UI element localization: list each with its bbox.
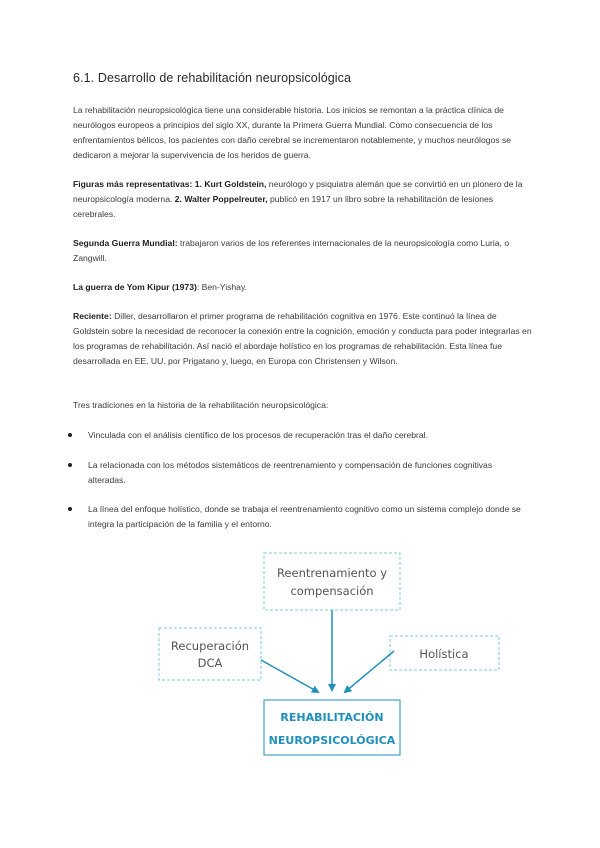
bullet-icon — [68, 463, 72, 467]
bullet-text: Vinculada con el análisis científico de los procesos de recuperación tras el daño cerebral. — [88, 430, 428, 440]
figuras-text1: neurólogo y psiquiatra alemán que se convirtió en un pionero de la neuropsicología moderna. — [73, 179, 523, 204]
tradiciones-intro: Tres tradiciones en la historia de la rehabilitación neuropsicológica: — [73, 400, 329, 410]
arrow-left — [261, 660, 318, 692]
bullet-icon — [68, 433, 72, 437]
left-box-line2: DCA — [197, 656, 223, 670]
bullet-icon — [68, 507, 72, 511]
top-box — [264, 553, 400, 610]
center-box-line1: REHABILITACIÓN — [280, 711, 384, 724]
reciente-label: Reciente: — [73, 311, 112, 321]
top-box-line1: Reentrenamiento y — [276, 566, 388, 580]
top-box-line2: compensación — [290, 584, 374, 598]
intro-paragraph: La rehabilitación neuropsicológica tiene una considerable historia. Los inicios se remontan a la práctica clínica de neurólogos europeos a principios del siglo XX, durante la Primera Guerra Mundial. Como consecuencia de los enfrentamientos bélicos, los pacientes con daño cerebral se incrementaron notablemente, y muchos neurólogos se dedicaron a mejorar la supervivencia de los heridos de guerra. — [73, 105, 512, 160]
right-box-label: Holística — [419, 647, 469, 661]
center-box-line2: NEUROPSICOLÓGICA — [268, 734, 396, 747]
yomkipur-label: La guerra de Yom Kipur (1973) — [73, 282, 197, 292]
segunda-text: trabajaron varios de los referentes internacionales de la neuropsicología como Luria, o Zangwill. — [73, 238, 510, 263]
yomkipur-text: : Ben-Yishay. — [196, 282, 248, 292]
figuras-label: Figuras más representativas: 1. Kurt Goldstein, — [73, 179, 267, 189]
reciente-text: Diller, desarrollaron el primer programa de rehabilitación cognitiva en 1976. Este continuó la línea de Goldstein sobre la necesidad de reconocer la conexión entre la cognición, emoción y conducta para poder integrarlas en los programas de rehabilitación. Así nació el abordaje holístico en los programas de rehabilitación. Esta línea fue desarrollada en EE. UU. por Prigatano y, luego, en Europa con Christensen y Wilson. — [73, 311, 532, 366]
rehabilitation-diagram — [0, 545, 600, 765]
figuras-label2: 2. Walter Poppelreuter, — [174, 193, 268, 204]
segunda-paragraph — [73, 236, 533, 266]
left-box-line1: Recuperación — [170, 639, 250, 653]
figuras-paragraph — [73, 177, 533, 222]
yomkipur-paragraph — [73, 280, 533, 295]
bullet-text: La relacionada con los métodos sistemáticos de reentrenamiento y compensación de funciones cognitivas alteradas. — [88, 460, 493, 485]
section-title: 6.1. Desarrollo de rehabilitación neuropsicológica — [73, 71, 352, 85]
segunda-label: Segunda Guerra Mundial: — [73, 238, 178, 248]
reciente-paragraph — [73, 309, 533, 369]
arrow-right — [345, 651, 394, 692]
left-box — [159, 628, 261, 680]
figuras-text2: publicó en 1917 un libro sobre la rehabilitación de lesiones cerebrales. — [73, 193, 494, 219]
bullet-text: La línea del enfoque holístico, donde se trabaja el reentrenamiento cognitivo como un sistema complejo donde se integra la participación de la familia y el entorno. — [88, 504, 521, 529]
